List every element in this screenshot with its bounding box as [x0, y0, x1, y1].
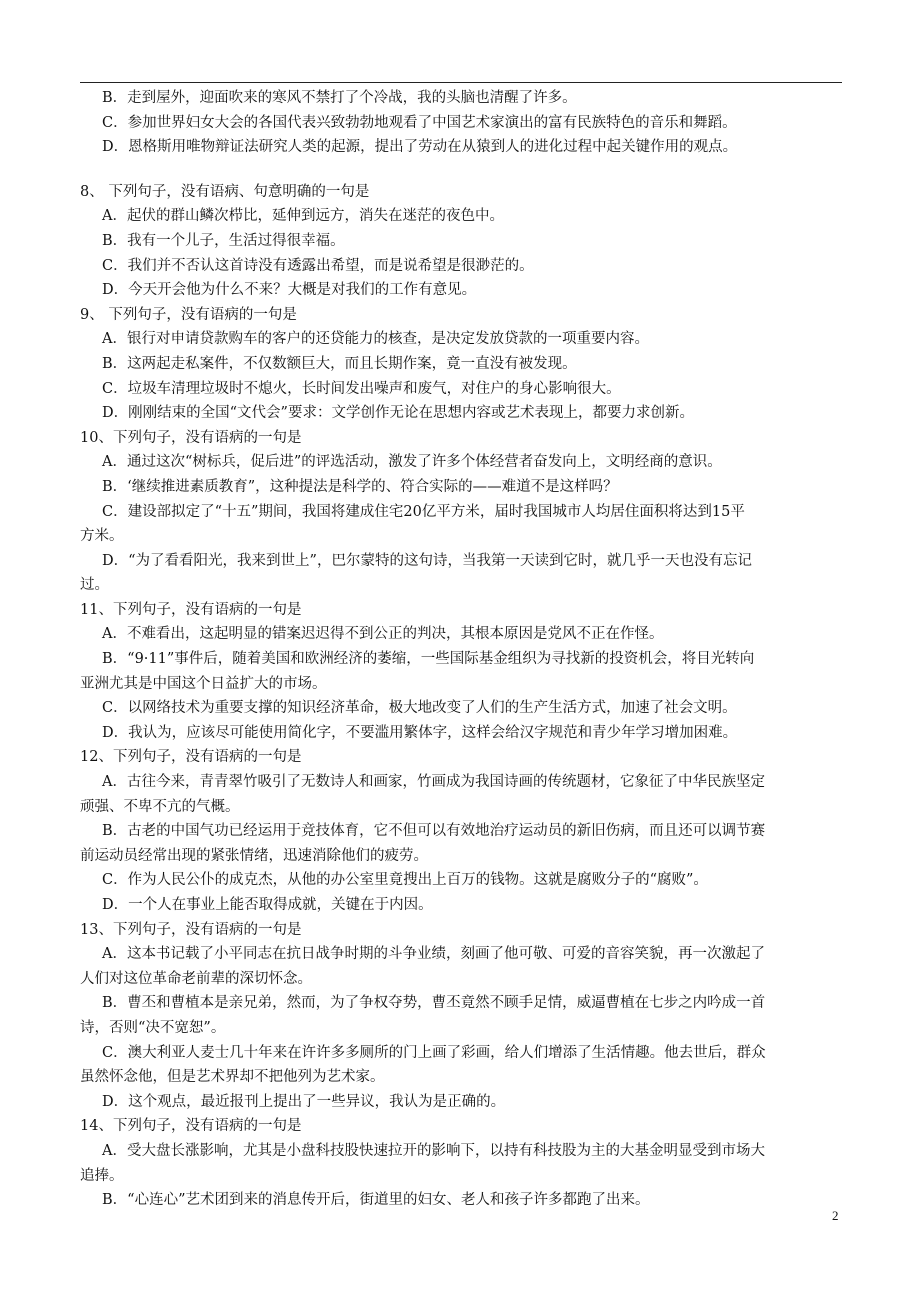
option-d: D．今天开会他为什么不来？大概是对我们的工作有意见。	[102, 282, 477, 299]
option-d: D．恩格斯用唯物辩证法研究人类的起源，提出了劳动在从猿到人的进化过程中起关键作用的观点。	[102, 139, 738, 156]
question-stem: 8、 下列句子，没有语病、句意明确的一句是	[80, 183, 370, 200]
option-c: C．我们并不否认这首诗没有透露出希望，而是说希望是很渺茫的。	[102, 257, 534, 274]
question-14-block	[80, 1114, 842, 1212]
question-stem: 10、下列句子，没有语病的一句是	[80, 429, 302, 446]
option-d-continued: 过。	[80, 577, 109, 594]
option-d: D．一个人在事业上能否取得成就，关键在于内因。	[102, 897, 433, 913]
option-a: A．这本书记载了小平同志在抗日战争时期的斗争业绩，刻画了他可敬、可爱的音容笑貌，再一次激起了	[102, 946, 765, 963]
question-7-block	[80, 86, 842, 160]
option-a: A．古往今来，青青翠竹吸引了无数诗人和画家，竹画成为我国诗画的传统题材，它象征了中华民族坚定	[102, 774, 765, 791]
option-a: A．起伏的群山鳞次栉比，延伸到远方，消失在迷茫的夜色中。	[102, 208, 504, 225]
spacer	[80, 160, 842, 180]
option-c: C．建设部拟定了“十五”期间，我国将建成住宅20亿平方米，届时我国城市人均居住面积将达到15平	[102, 503, 745, 520]
question-stem: 14、下列句子，没有语病的一句是	[80, 1118, 302, 1135]
option-a-continued: 追捧。	[80, 1167, 124, 1184]
question-stem: 13、下列句子，没有语病的一句是	[80, 921, 302, 938]
option-c: C．作为人民公仆的成克杰，从他的办公室里竟搜出上百万的钱物。这就是腐败分子的“腐败”。	[102, 872, 708, 889]
option-a-continued: 顽强、不卑不亢的气概。	[80, 798, 240, 815]
option-d: D．我认为，应该尽可能使用简化字，不要滥用繁体字，这样会给汉字规范和青少年学习增加困难。	[102, 724, 738, 741]
option-b-continued: 前运动员经常出现的紧张情绪，迅速消除他们的疲劳。	[80, 847, 428, 864]
question-10-block	[80, 426, 842, 598]
page-number: 2	[832, 1208, 839, 1223]
option-b: B．走到屋外，迎面吹来的寒风不禁打了个冷战，我的头脑也清醒了许多。	[102, 90, 577, 106]
question-8-block	[80, 180, 842, 303]
option-a: A．银行对申请贷款购车的客户的还贷能力的核查，是决定发放贷款的一项重要内容。	[102, 331, 649, 348]
option-a: A．通过这次“树标兵，促后进”的评选活动，激发了许多个体经营者奋发向上，文明经商的意识。	[102, 454, 722, 471]
option-a: A．不难看出，这起明显的错案迟迟得不到公正的判决，其根本原因是党风不正在作怪。	[102, 626, 664, 643]
question-9-block	[80, 303, 842, 426]
option-b: B．古老的中国气功已经运用于竞技体育，它不但可以有效地治疗运动员的新旧伤病，而且还可以调节赛	[102, 823, 766, 840]
option-b: B．“心连心”艺术团到来的消息传开后，街道里的妇女、老人和孩子许多都跑了出来。	[102, 1192, 650, 1209]
option-b: B．我有一个儿子，生活过得很幸福。	[102, 232, 345, 249]
option-b: B．这两起走私案件，不仅数额巨大，而且长期作案，竟一直没有被发现。	[102, 355, 577, 372]
option-b-continued: 亚洲尤其是中国这个日益扩大的市场。	[80, 675, 327, 692]
option-c: C．参加世界妇女大会的各国代表兴致勃勃地观看了中国艺术家演出的富有民族特色的音乐和舞蹈。	[102, 114, 737, 131]
option-b: B．曹丕和曹植本是亲兄弟，然而，为了争权夺势，曹丕竟然不顾手足情，威逼曹植在七步之内吟成一首	[102, 995, 766, 1012]
header-rule	[80, 82, 842, 83]
document-body	[80, 86, 842, 1213]
question-11-block	[80, 598, 842, 746]
option-b: B．‘继续推进素质教育”，这种提法是科学的、符合实际的——难道不是这样吗？	[102, 478, 618, 495]
question-12-block	[80, 745, 842, 917]
option-a: A．受大盘长涨影响，尤其是小盘科技股快速拉开的影响下，以持有科技股为主的大基金明显受到市场大	[102, 1142, 765, 1159]
option-d: D．刚刚结束的全国“文代会”要求：文学创作无论在思想内容或艺术表现上，都要力求创新。	[102, 405, 694, 422]
option-c: C．澳大利亚人麦士几十年来在许许多多厕所的门上画了彩画，给人们增添了生活情趣。他去世后，群众	[102, 1044, 766, 1061]
option-c-continued: 虽然怀念他，但是艺术界却不把他列为艺术家。	[80, 1069, 385, 1086]
question-13-block	[80, 918, 842, 1115]
question-stem: 12、下列句子，没有语病的一句是	[80, 749, 302, 766]
option-b: B．“9·11”事件后，随着美国和欧洲经济的萎缩，一些国际基金组织为寻找新的投资机会，将目光转向	[102, 651, 755, 668]
question-stem: 9、 下列句子，没有语病的一句是	[80, 306, 297, 323]
option-d: D．这个观点，最近报刊上提出了一些异议，我认为是正确的。	[102, 1093, 506, 1110]
option-d: D．“为了看看阳光，我来到世上”，巴尔蒙特的这句诗，当我第一天读到它时，就几乎一天也没有忘记	[102, 552, 752, 569]
question-stem: 11、下列句子，没有语病的一句是	[80, 601, 302, 618]
option-a-continued: 人们对这位革命老前辈的深切怀念。	[80, 970, 312, 987]
option-b-continued: 诗，否则“决不宽恕”。	[80, 1019, 226, 1036]
option-c: C．以网络技术为重要支撑的知识经济革命，极大地改变了人们的生产生活方式，加速了社会文明。	[102, 700, 737, 717]
option-c-continued: 方米。	[80, 528, 124, 545]
option-c: C．垃圾车清理垃圾时不熄火，长时间发出噪声和废气，对住户的身心影响很大。	[102, 380, 621, 397]
